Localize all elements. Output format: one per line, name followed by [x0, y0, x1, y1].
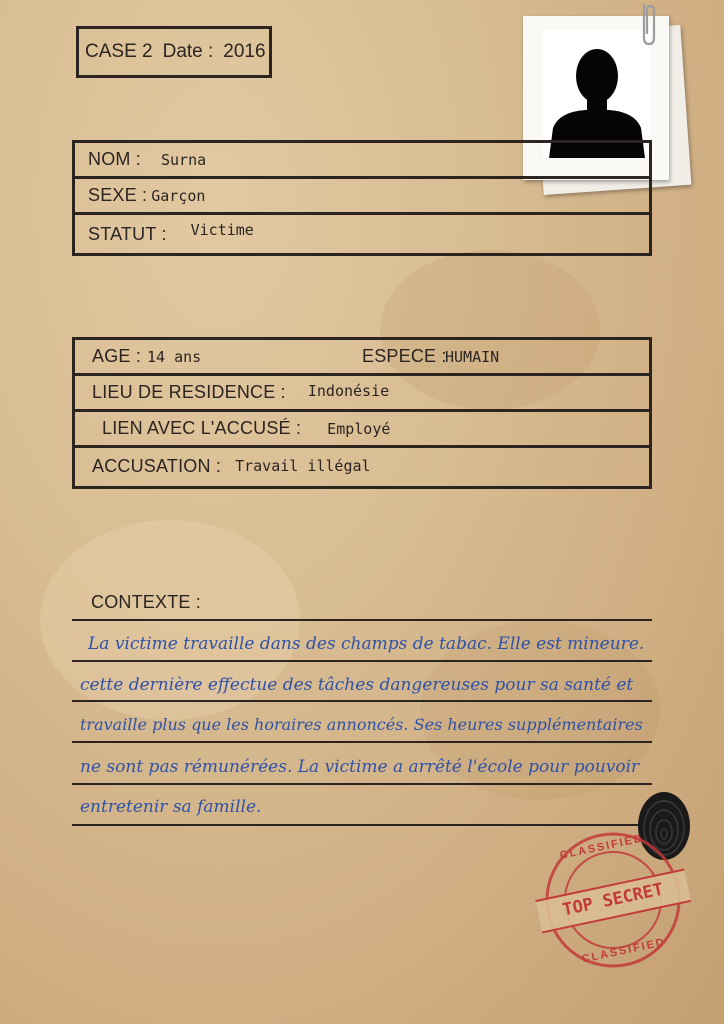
sexe-label: SEXE :	[88, 185, 148, 205]
contexte-line: travaille plus que les horaires annoncés. Ses heures supplémentaires	[80, 715, 643, 734]
statut-label: STATUT :	[88, 223, 167, 244]
stamp-bottom-text: CLASSIFIED	[580, 936, 667, 966]
statut-row	[75, 215, 649, 253]
contexte-line: ne sont pas rémunérées. La victime a arrêté l'école pour pouvoir	[80, 757, 640, 777]
nom-label: NOM :	[88, 149, 141, 169]
top-secret-stamp	[530, 817, 696, 983]
age-row	[75, 340, 649, 376]
accusation-value: Travail illégal	[235, 457, 371, 475]
accusation-row	[75, 448, 649, 484]
contexte-line: La victime travaille dans des champs de tabac. Elle est mineure.	[88, 634, 645, 654]
nom-row	[75, 143, 649, 179]
lien-label: LIEN AVEC L'ACCUSÉ :	[102, 418, 302, 438]
nom-value: Surna	[161, 150, 207, 169]
person-silhouette-icon	[543, 30, 651, 158]
ruled-line	[72, 700, 652, 702]
sexe-row	[75, 179, 649, 215]
residence-row	[75, 376, 649, 412]
lien-value: Employé	[327, 419, 391, 438]
details-table	[72, 337, 652, 489]
case-number: CASE 2	[85, 41, 153, 62]
age-label: AGE :	[92, 346, 142, 366]
stamp-center-text: TOP SECRET	[535, 869, 691, 934]
statut-value: Victime	[190, 221, 254, 239]
ruled-line	[72, 824, 652, 826]
date-label: Date :	[162, 41, 214, 62]
residence-value: Indonésie	[307, 381, 390, 400]
identity-table	[72, 140, 652, 256]
contexte-line: entretenir sa famille.	[80, 797, 262, 817]
age-value: 14 ans	[147, 347, 202, 366]
paperclip-icon	[636, 0, 662, 48]
ruled-line	[72, 660, 652, 662]
contexte-line: cette dernière effectue des tâches dangereuses pour sa santé et	[80, 675, 634, 695]
stamp-top-text: CLASSIFIED	[558, 832, 645, 862]
ruled-line	[72, 741, 652, 743]
date-value: 2016	[223, 41, 266, 62]
ruled-line	[72, 783, 652, 785]
espece-label: ESPECE :	[362, 346, 447, 366]
contexte-label: CONTEXTE :	[91, 592, 202, 612]
espece-value: HUMAIN	[445, 347, 500, 366]
residence-label: LIEU DE RESIDENCE :	[92, 382, 286, 402]
case-header-box	[76, 26, 272, 78]
lien-row	[75, 412, 649, 448]
sexe-value: Garçon	[151, 186, 206, 205]
accusation-label: ACCUSATION :	[92, 455, 222, 476]
ruled-line	[72, 619, 652, 621]
